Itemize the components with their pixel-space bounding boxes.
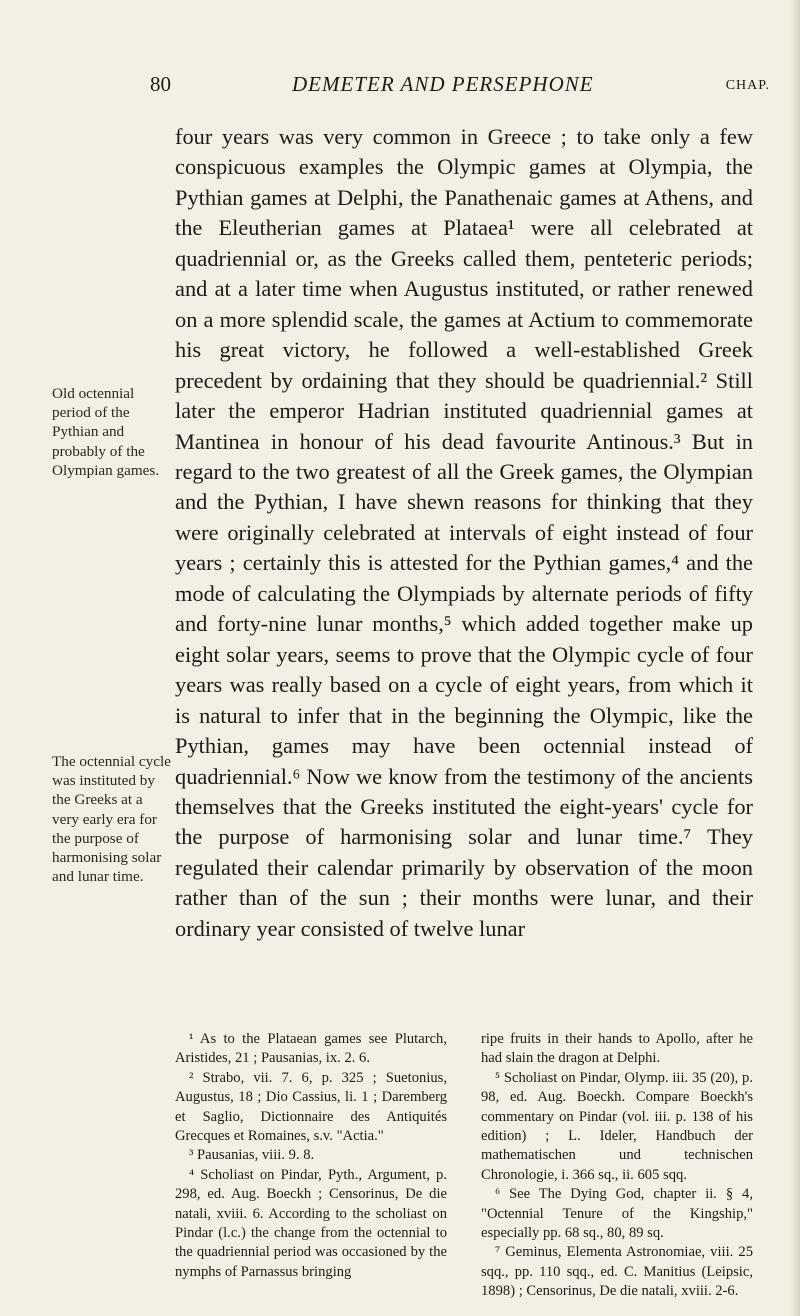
footnotes-right-column — [481, 1030, 753, 1302]
footnote-2: ² Strabo, vii. 7. 6, p. 325 ; Suetonius, Augustus, 18 ; Dio Cassius, li. 1 ; Daremberg et Saglio, Dictionnaire des Antiquités Grecques et Romaines, s.v. "Actia." — [175, 1069, 447, 1145]
main-text — [175, 122, 753, 944]
running-title: DEMETER AND PERSEPHONE — [292, 72, 594, 96]
footnote-4: ⁴ Scholiast on Pindar, Pyth., Argument, p. 298, ed. Aug. Boeckh ; Censorinus, De die natali, xviii. 6. According to the scholiast on Pindar (l.c.) the change from the octennial to the quadriennial period was occasioned by the nymphs of Parnassus bringing — [175, 1166, 447, 1280]
margin-note-2: The octennial cycle was instituted by the Greeks at a very early era for the purpose of harmonising solar and lunar time. — [52, 753, 171, 886]
footnote-6: ⁶ See The Dying God, chapter ii. § 4, "Octennial Tenure of the Kingship," especially pp. 68 sq., 80, 89 sq. — [481, 1186, 753, 1242]
page-header — [150, 72, 770, 106]
footnote-3: ³ Pausanias, viii. 9. 8. — [189, 1147, 315, 1164]
footnote-1: ¹ As to the Plataean games see Plutarch, Aristides, 21 ; Pausanias, ix. 2. 6. — [175, 1031, 447, 1067]
body-paragraph: four years was very common in Greece ; to take only a few conspicuous examples the Olympic games at Olympia, the Pythian games at Delphi, the Panathenaic games at Athens, and the Eleutherian games at Plataea¹ were all celebrated at quadriennial or, as the Greeks called them, penteteric periods; and at a later time when Augustus instituted, or rather renewed on a more splendid scale, the games at Actium to commemorate his great victory, he followed a well-established Greek precedent by ordaining that they should be quadriennial.² Still later the emperor Hadrian instituted quadriennial games at Mantinea in honour of his dead favourite Antinous.³ But in regard to the two greatest of all the Greek games, the Olympian and the Pythian, I have shewn reasons for thinking that they were originally celebrated at intervals of eight instead of four years ; certainly this is attested for the Pythian games,⁴ and the mode of calculating the Olympiads by alternate periods of fifty and forty-nine lunar months,⁵ which added together make up eight solar years, seems to prove that the Olympic cycle of four years was really based on a cycle of eight years, from which it is natural to infer that in the beginning the Olympic, like the Pythian, games may have been octennial instead of quadriennial.⁶ Now we know from the testimony of the ancients themselves that the Greeks instituted the eight-years' cycle for the purpose of harmonising solar and lunar time.⁷ They regulated their calendar primarily by observation of the moon rather than of the sun ; their months were lunar, and their ordinary year consisted of twelve lunar — [175, 124, 753, 941]
footnote-7: ⁷ Geminus, Elementa Astronomiae, viii. 25 sqq., pp. 110 sqq., ed. C. Manitius (Leipsic, 1898) ; Censorinus, De die natali, xviii. 2-6. — [481, 1244, 753, 1300]
footnotes-left-column — [175, 1030, 447, 1282]
footnote-5: ⁵ Scholiast on Pindar, Olymp. iii. 35 (20), p. 98, ed. Aug. Boeckh. Compare Boeckh's commentary on Pindar (vol. iii. p. 138 of his edition) ; L. Ideler, Handbuch der mathematischen und technischen Chronologie, i. 366 sq., ii. 605 sqq. — [481, 1069, 753, 1183]
page-edge-shadow — [790, 0, 800, 1316]
margin-note-1: Old octennial period of the Pythian and probably of the Olympian games. — [52, 385, 160, 479]
page-number: 80 — [150, 72, 171, 96]
chapter-mark: CHAP. — [725, 78, 770, 93]
footnote-4-continued: ripe fruits in their hands to Apollo, after he had slain the dragon at Delphi. — [481, 1031, 753, 1067]
